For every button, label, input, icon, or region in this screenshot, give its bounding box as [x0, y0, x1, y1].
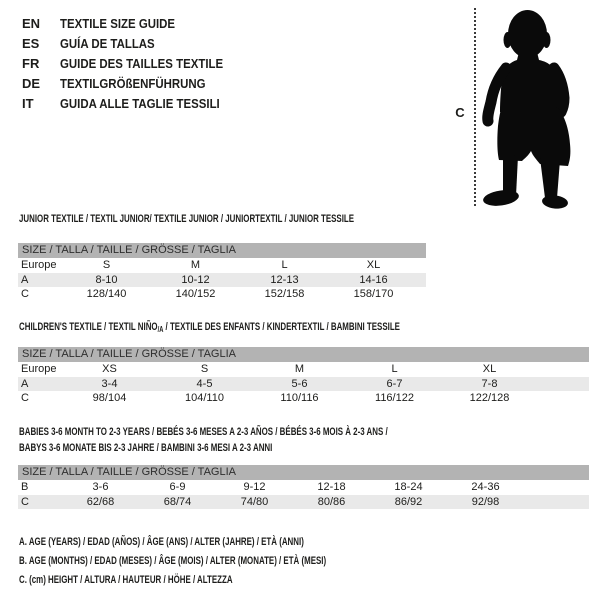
table-cell: 24-36	[471, 481, 500, 493]
table-cell: S	[200, 363, 209, 375]
table-row	[18, 495, 589, 510]
language-row-es	[22, 33, 245, 53]
language-label: GUÍA DE TALLAS	[60, 35, 155, 51]
table-cell: 18-24	[394, 481, 423, 493]
table-cell: 92/98	[471, 495, 500, 508]
table-cell-filler	[524, 480, 589, 495]
language-legend	[22, 13, 245, 113]
table-cell-filler	[418, 287, 426, 302]
table-cell: 122/128	[469, 392, 510, 404]
table-cell: B	[21, 481, 29, 493]
language-label: GUIDA ALLE TAGLIE TESSILI	[60, 95, 220, 111]
table-cell: 98/104	[92, 392, 127, 404]
section-title-children	[19, 319, 548, 338]
table-cell: L	[281, 259, 288, 271]
language-label: GUIDE DES TAILLES TEXTILE	[60, 55, 224, 71]
language-label: TEXTILE SIZE GUIDE	[60, 15, 176, 31]
height-measure-dashed-line	[474, 8, 476, 208]
language-code: FR	[22, 55, 40, 71]
table-row	[18, 480, 589, 495]
table-cell-filler	[524, 495, 589, 510]
table-cell: 3-6	[92, 481, 109, 493]
table-cell: 116/122	[375, 392, 414, 404]
table-cell: 158/170	[353, 288, 394, 300]
table-cell: C	[21, 495, 29, 508]
language-row-en	[22, 13, 245, 33]
table-cell: XL	[482, 363, 497, 375]
table-row	[18, 287, 426, 302]
table-row	[18, 391, 589, 406]
table-cell: 6-9	[169, 481, 186, 493]
table-row	[18, 362, 589, 377]
table-cell: XL	[366, 259, 381, 271]
footnote-c	[19, 571, 446, 590]
section-title-line1: BABIES 3-6 MONTH TO 2-3 YEARS / BEBÉS 3-6 MESES A 2-3 AÑOS / BÉBÉS 3-6 MOIS À 2-3 ANS /	[19, 426, 388, 438]
language-code: DE	[22, 75, 41, 91]
table-cell: 68/74	[163, 495, 192, 508]
size-header-bar: SIZE / TALLA / TAILLE / GRÖSSE / TAGLIA	[18, 347, 589, 362]
table-cell: S	[102, 259, 111, 271]
section-title-junior	[19, 211, 484, 227]
height-measure-label: C	[455, 105, 465, 120]
table-row	[18, 258, 426, 273]
table-cell: L	[391, 363, 398, 375]
baby-silhouette	[478, 6, 580, 212]
title-part: CHILDREN'S TEXTILE / TEXTIL NIÑO	[19, 321, 158, 333]
table-cell: 5-6	[291, 377, 308, 390]
title-part: / TEXTILE DES ENFANTS / KINDERTEXTIL / BAMBINI TESSILE	[163, 321, 400, 333]
table-cell-filler	[537, 391, 589, 406]
language-label: TEXTILGRÖßENFÜHRUNG	[60, 75, 206, 91]
table-cell: C	[21, 288, 29, 300]
table-cell: 110/116	[280, 392, 319, 404]
table-cell: 12-18	[317, 481, 346, 493]
table-cell: XS	[102, 363, 117, 375]
table-row	[18, 377, 589, 392]
table-header-row	[18, 243, 426, 258]
table-cell-filler	[418, 273, 426, 288]
table-cell-filler	[537, 362, 589, 377]
table-cell: C	[21, 392, 29, 404]
table-cell: 104/110	[185, 392, 224, 404]
table-cell: 86/92	[394, 495, 423, 508]
table-cell: M	[190, 259, 201, 271]
footnote-text: C. (cm) HEIGHT / ALTURA / HAUTEUR / HÖHE / ALTEZZA	[19, 574, 233, 586]
section-title-babies	[19, 424, 531, 456]
title-subscript: /A	[157, 325, 164, 334]
table-cell: Europe	[21, 259, 57, 271]
table-cell: 3-4	[101, 377, 118, 390]
language-code: ES	[22, 35, 40, 51]
table-cell: 80/86	[317, 495, 346, 508]
table-cell: 7-8	[481, 377, 498, 390]
table-cell: 8-10	[95, 273, 118, 286]
table-cell: 62/68	[86, 495, 115, 508]
language-row-de	[22, 73, 245, 93]
footnote-b	[19, 552, 446, 571]
language-row-it	[22, 93, 245, 113]
table-cell: 140/152	[175, 288, 216, 300]
table-cell: 10-12	[181, 273, 210, 286]
size-header-bar: SIZE / TALLA / TAILLE / GRÖSSE / TAGLIA	[18, 465, 589, 480]
table-cell: 74/80	[240, 495, 269, 508]
table-cell: Europe	[21, 363, 57, 375]
footnote-text: A. AGE (YEARS) / EDAD (AÑOS) / ÂGE (ANS) / ALTER (JAHRE) / ETÀ (ANNI)	[19, 536, 304, 548]
table-cell: 14-16	[359, 273, 388, 286]
section-title-line2: BABYS 3-6 MONATE BIS 2-3 JAHRE / BAMBINI 3-6 MESI A 2-3 ANNI	[19, 442, 273, 454]
footnote-text: B. AGE (MONTHS) / EDAD (MESES) / ÂGE (MOIS) / ALTER (MONATE) / ETÀ (MESI)	[19, 555, 327, 567]
table-cell: A	[21, 273, 29, 286]
table-header-row	[18, 347, 589, 362]
babies-size-table	[18, 465, 589, 509]
footnotes	[19, 533, 446, 590]
table-cell-filler	[418, 258, 426, 273]
size-header-bar: SIZE / TALLA / TAILLE / GRÖSSE / TAGLIA	[18, 243, 426, 258]
children-size-table	[18, 347, 589, 406]
table-cell: 9-12	[243, 481, 266, 493]
table-cell: 12-13	[270, 273, 299, 286]
table-cell: 128/140	[86, 288, 127, 300]
table-cell: 4-5	[196, 377, 213, 390]
language-row-fr	[22, 53, 245, 73]
table-header-row	[18, 465, 589, 480]
table-cell-filler	[537, 377, 589, 392]
language-code: EN	[22, 15, 41, 31]
language-code: IT	[22, 95, 34, 111]
section-title-text: JUNIOR TEXTILE / TEXTIL JUNIOR/ TEXTILE JUNIOR / JUNIORTEXTIL / JUNIOR TESSILE	[19, 213, 355, 225]
section-title-text	[19, 319, 400, 338]
junior-size-table	[18, 243, 426, 302]
footnote-a	[19, 533, 446, 552]
table-cell: A	[21, 377, 29, 390]
table-cell: 152/158	[264, 288, 305, 300]
table-cell: M	[294, 363, 305, 375]
table-cell: 6-7	[386, 377, 403, 390]
table-row	[18, 273, 426, 288]
